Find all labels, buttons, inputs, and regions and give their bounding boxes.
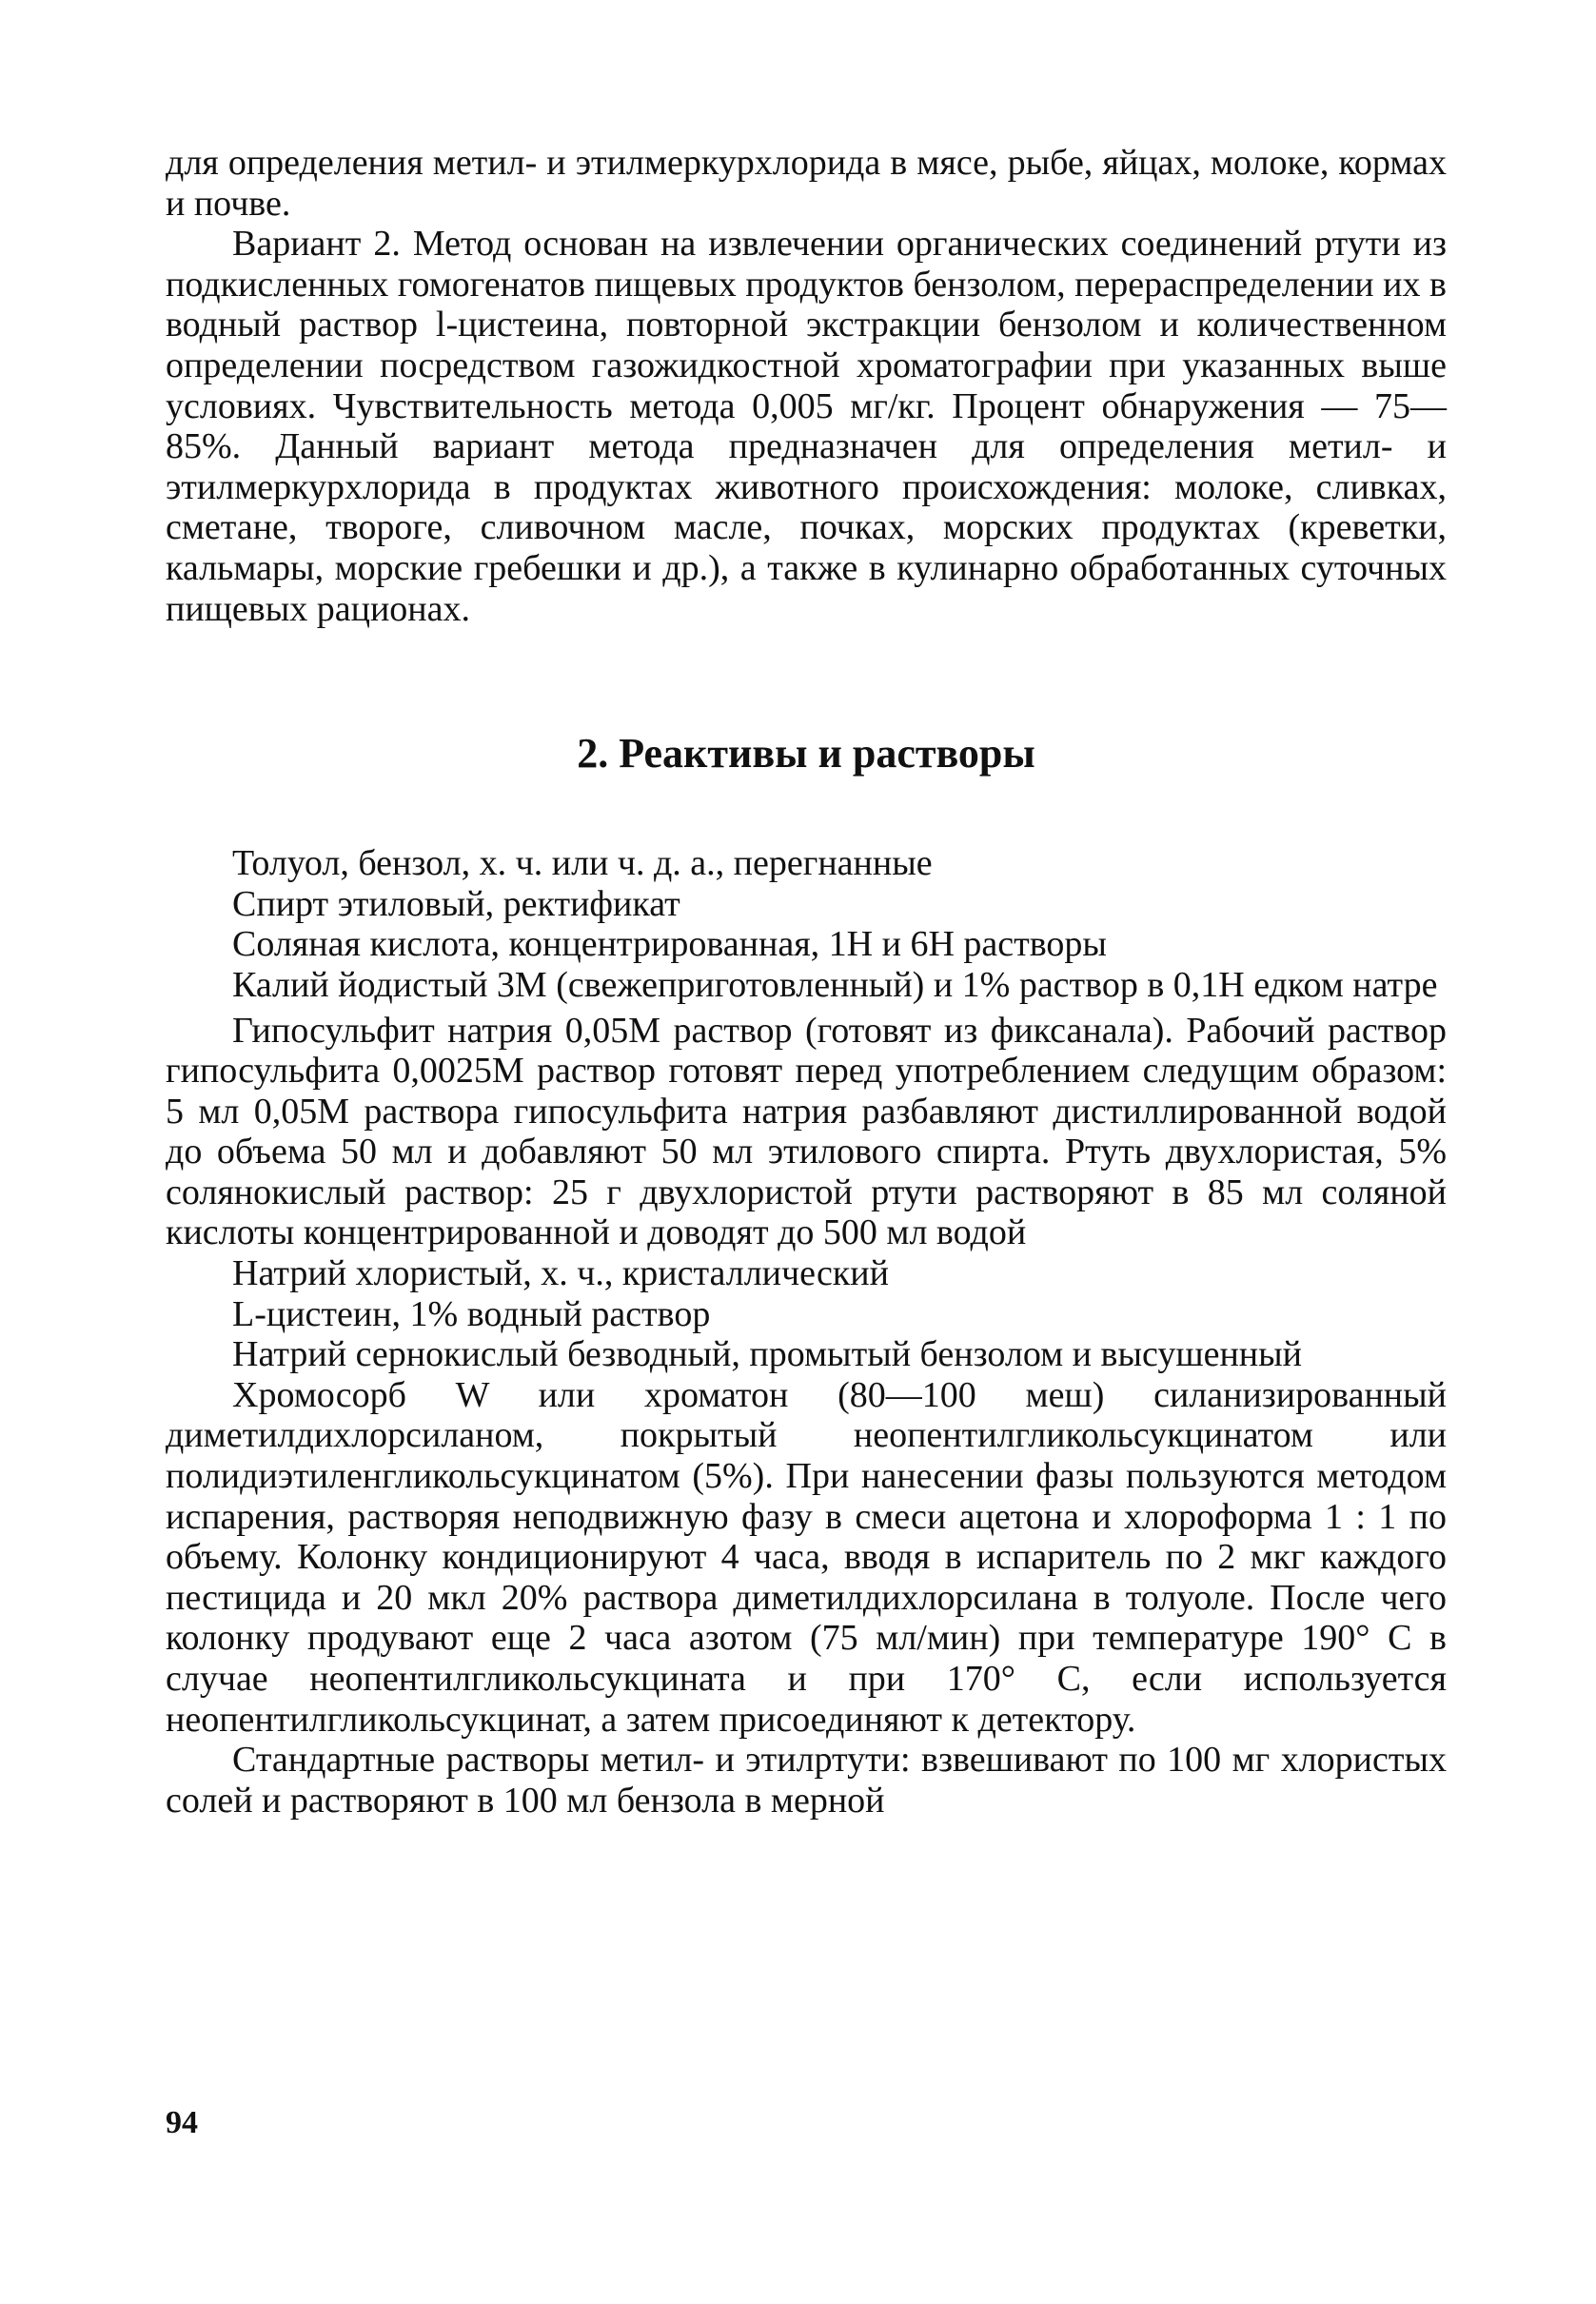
reagent-item: Калий йодистый 3М (свежеприготовленный) и 1% раствор в 0,1Н едком натре (232, 964, 1438, 1005)
reagent-item: Толуол, бензол, х. ч. или ч. д. а., перегнанные (232, 843, 933, 884)
reagent-item: Спирт этиловый, ректификат (232, 883, 680, 924)
reagent-item: Соляная кислота, концентрированная, 1Н и 6Н растворы (232, 924, 1107, 965)
reagent-item: Натрий сернокислый безводный, промытый бензолом и высушенный (232, 1334, 1303, 1375)
reagent-item: Натрий хлористый, х. ч., кристаллический (232, 1253, 889, 1294)
reagents-list (166, 843, 1447, 1821)
reagent-item: L-цистеин, 1% водный раствор (232, 1293, 711, 1334)
intro-paragraph-1: для определения метил- и этилмеркурхлорида в мясе, рыбе, яйцах, молоке, кормах и почве. (166, 143, 1447, 224)
section-title: 2. Реактивы и растворы (577, 730, 1035, 778)
reagent-item: Стандартные растворы метил- и этилртути: взвешивают по 100 мг хлористых солей и растворяют в 100 мл бензола в мерной (166, 1740, 1447, 1821)
intro-paragraph-2: Вариант 2. Метод основан на извлечении органических соединений ртути из подкисленных гомогенатов пищевых продуктов бензолом, перераспределении их в водный раствор l-цистеина, повторной экстракции бензолом и количественном определении посредством газожидкостной хроматографии при указанных выше условиях. Чувствительность метода 0,005 мг/кг. Процент обнаружения — 75—85%. Данный вариант метода предназначен для определения метил- и этилмеркурхлорида в продуктах животного происхождения: молоке, сливках, сметане, твороге, сливочном масле, почках, морских продуктах (креветки, кальмары, морские гребешки и др.), а также в кулинарно обработанных суточных пищевых рационах. (166, 224, 1447, 629)
page-body (166, 143, 1447, 1821)
reagent-item: Гипосульфит натрия 0,05М раствор (готовят из фиксанала). Рабочий раствор гипосульфита 0,0025М раствор готовят перед употреблением следущим образом: 5 мл 0,05М раствора гипосульфита натрия разбавляют дистиллированной водой до объема 50 мл и добавляют 50 мл этилового спирта. Ртуть двухлористая, 5% солянокислый раствор: 25 г двухлористой ртути растворяют в 85 мл соляной кислоты концентрированной и доводят до 500 мл водой (166, 1010, 1447, 1253)
reagent-item: Хромосорб W или хроматон (80—100 меш) силанизированный диметилдихлорсиланом, покрытый неопентилгликольсукцинатом или полидиэтиленгликольсукцинатом (5%). При нанесении фазы пользуются методом испарения, растворяя неподвижную фазу в смеси ацетона и хлороформа 1 : 1 по объему. Колонку кондиционируют 4 часа, вводя в испаритель по 2 мкг каждого пестицида и 20 мкл 20% раствора диметилдихлорсилана в толуоле. После чего колонку продувают еще 2 часа азотом (75 мл/мин) при температуре 190° С в случае неопентилгликольсукцината и при 170° С, если используется неопентилгликольсукцинат, а затем присоединяют к детектору. (166, 1374, 1447, 1740)
page-number: 94 (166, 2105, 198, 2140)
